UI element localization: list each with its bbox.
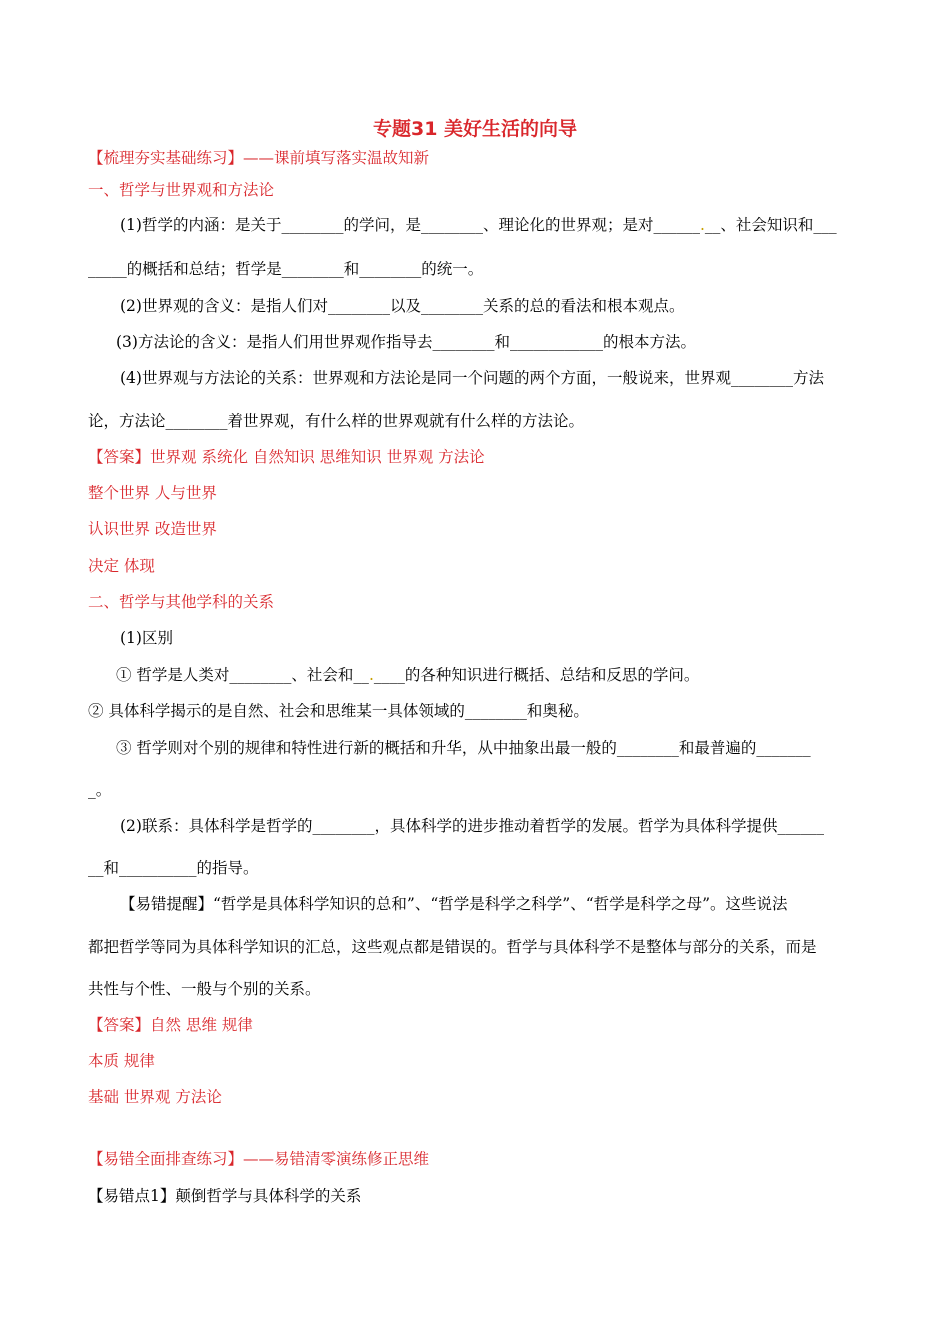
answer1-row3: 认识世界 改造世界 xyxy=(88,520,217,538)
part2-diff-1-b: ____的各种知识进行概括、总结和反思的学问。 xyxy=(373,666,700,684)
answer2-row2: 本质 规律 xyxy=(88,1052,155,1070)
part2-diff-3-cont: _。 xyxy=(88,781,112,799)
section-heading-sorting: 【梳理夯实基础练习】——课前填写落实温故知新 xyxy=(88,149,430,167)
stray-dot-mark: . xyxy=(699,216,705,234)
part2-diff-3: ③ 哲学则对个别的规律和特性进行新的概括和升华，从中抽象出最一般的________和最普遍的_______ xyxy=(116,739,811,757)
page-title: 专题31 美好生活的向导 xyxy=(372,118,578,140)
part2-diff-heading: (1)区别 xyxy=(120,629,173,647)
answer1-row1 xyxy=(88,446,485,468)
part1-line2: (2)世界观的含义：是指人们对________以及________关系的总的看法和根本观点。 xyxy=(120,297,685,315)
answer1-row4: 决定 体现 xyxy=(88,557,155,575)
stray-dot-mark-2: . xyxy=(368,666,374,684)
part2-diff-1 xyxy=(116,664,699,686)
part2-relation-cont: __和__________的指导。 xyxy=(88,859,259,877)
part2-heading: 二、哲学与其他学科的关系 xyxy=(88,593,275,611)
answer2-row1-text: 自然 思维 规律 xyxy=(150,1016,253,1034)
answer2-row3: 基础 世界观 方法论 xyxy=(88,1088,222,1106)
part1-line4: (4)世界观与方法论的关系：世界观和方法论是同一个问题的两个方面，一般说来，世界观________方法 xyxy=(120,369,824,387)
answer1-row1-text: 世界观 系统化 自然知识 思维知识 世界观 方法论 xyxy=(150,448,485,466)
section-heading-errors: 【易错全面排查练习】——易错清零演练修正思维 xyxy=(88,1150,430,1168)
part1-line3: (3)方法论的含义：是指人们用世界观作指导去________和____________的根本方法。 xyxy=(116,333,696,351)
error-tip-line1: 【易错提醒】“哲学是具体科学知识的总和”、“哲学是科学之科学”、“哲学是科学之母”。这些说法 xyxy=(120,895,788,913)
part2-relation: (2)联系：具体科学是哲学的________，具体科学的进步推动着哲学的发展。哲学为具体科学提供______ xyxy=(120,817,824,835)
error-tip-line2: 都把哲学等同为具体科学知识的汇总，这些观点都是错误的。哲学与具体科学不是整体与部分的关系，而是 xyxy=(88,938,817,956)
part1-line4-cont: 论，方法论________着世界观，有什么样的世界观就有什么样的方法论。 xyxy=(88,412,585,430)
part2-diff-1-a: ① 哲学是人类对________、社会和__ xyxy=(116,666,369,684)
part1-line1-b: __、社会知识和___ xyxy=(704,216,837,234)
part1-heading: 一、哲学与世界观和方法论 xyxy=(88,181,275,199)
part2-diff-2: ② 具体科学揭示的是自然、社会和思维某一具体领域的________和奥秘。 xyxy=(88,702,589,720)
answer2-row1 xyxy=(88,1014,253,1036)
answer2-label: 【答案】 xyxy=(88,1016,151,1034)
part1-line1-a: (1)哲学的内涵：是关于________的学问，是________、理论化的世界观；是对______ xyxy=(120,216,700,234)
error-point-1: 【易错点1】颠倒哲学与具体科学的关系 xyxy=(88,1187,362,1205)
answer1-row2: 整个世界 人与世界 xyxy=(88,484,217,502)
error-tip-line3: 共性与个性、一般与个别的关系。 xyxy=(88,980,321,998)
part1-line1 xyxy=(120,214,837,236)
part1-line1-cont: _____的概括和总结；哲学是________和________的统一。 xyxy=(88,260,484,278)
answer1-label: 【答案】 xyxy=(88,448,151,466)
